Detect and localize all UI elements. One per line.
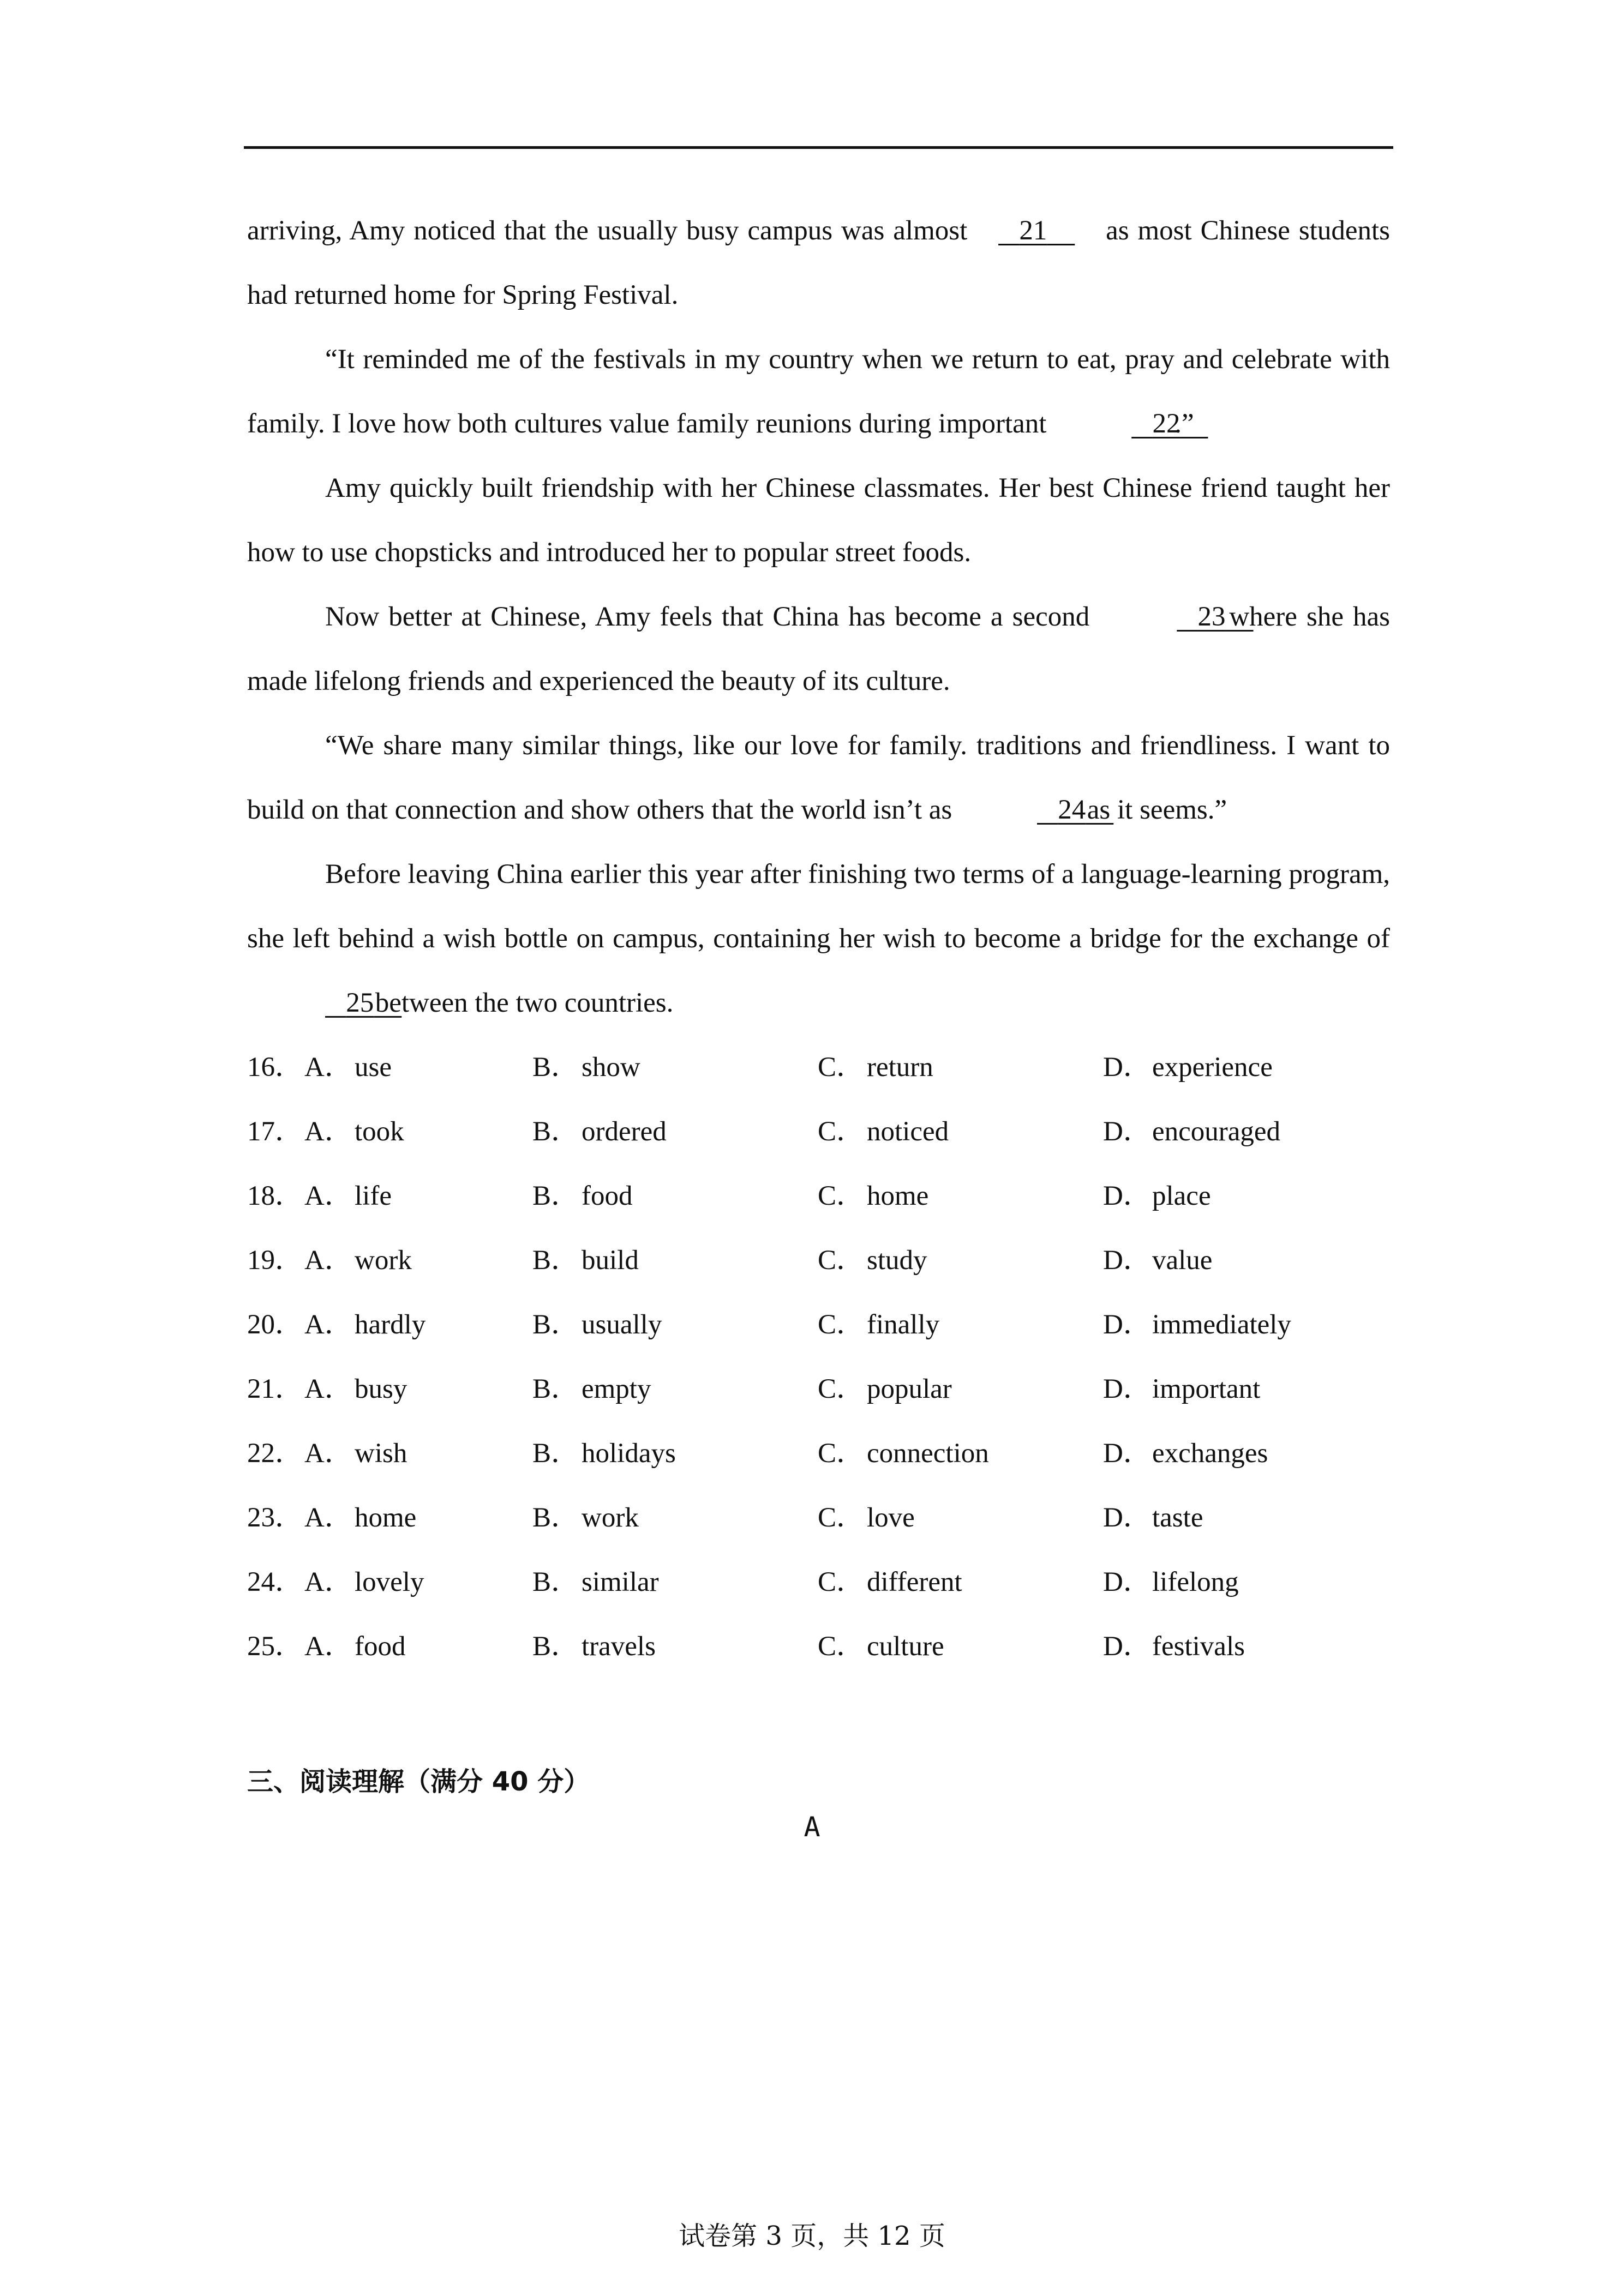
paragraph-4 [247,585,1390,713]
option-text: return [867,1052,933,1083]
paragraph-text: Before leaving China earlier this year after finishing two terms of a language-learning program, she left behind a wish bottle on campus, containing her wish to become a bridge for the exchange of [247,859,1390,954]
option-text: took [355,1116,404,1147]
option-letter: A． [304,1309,352,1340]
option-row [247,1228,1390,1293]
option-row [247,1164,1390,1228]
option-text: culture [867,1631,944,1662]
option-letter: C． [818,1245,865,1276]
option-d [1103,1164,1388,1228]
option-c [818,1293,1103,1357]
option-b [532,1357,818,1421]
paragraph-text: arriving, Amy noticed that the usually busy campus was almost [247,215,976,246]
option-letter: C． [818,1438,865,1469]
option-b [532,1421,818,1486]
option-text: popular [867,1374,952,1404]
option-row [247,1099,1390,1164]
option-row [247,1614,1390,1679]
option-text: ordered [582,1116,667,1147]
paragraph-text: .” [1174,408,1194,439]
paragraph-5 [247,713,1390,842]
option-text: experience [1152,1052,1273,1083]
option-text: place [1152,1181,1211,1211]
blank-22 [1053,392,1180,456]
passage-label: A [804,1811,820,1843]
paragraph-text: Amy quickly built friendship with her Chinese classmates. Her best Chinese friend taught her how to use chopsticks and introduced her to popular street foods. [247,473,1390,568]
option-d [1103,1293,1388,1357]
option-letter: D． [1103,1631,1151,1662]
option-letter: C． [818,1374,865,1404]
option-letter: D． [1103,1245,1151,1276]
option-a [247,1357,532,1421]
option-b [532,1164,818,1228]
option-row [247,1421,1390,1486]
option-d [1103,1035,1388,1099]
blank-23 [1099,585,1226,649]
option-row [247,1293,1390,1357]
section-title: 三、阅读理解（满分 40 分） [247,1766,590,1797]
option-text: use [355,1052,392,1083]
option-c [818,1164,1103,1228]
option-letter: C． [818,1567,865,1597]
blank-number: 22 [1152,408,1180,439]
blank-number: 24 [1058,795,1086,825]
option-letter: A． [304,1567,352,1597]
option-row [247,1550,1390,1614]
option-text: love [867,1502,915,1533]
option-d [1103,1550,1388,1614]
question-number: 23． [247,1502,303,1533]
paragraph-2 [247,327,1390,456]
option-c [818,1035,1103,1099]
option-letter: B． [532,1052,579,1083]
blank-21 [976,199,1097,263]
option-text: home [355,1502,417,1533]
option-text: study [867,1245,927,1276]
option-a [247,1228,532,1293]
option-letter: B． [532,1502,579,1533]
blank-number: 23 [1197,602,1226,632]
option-letter: C． [818,1631,865,1662]
option-text: different [867,1567,962,1597]
option-letter: D． [1103,1438,1151,1469]
blank-25 [247,971,374,1035]
option-letter: B． [532,1116,579,1147]
paragraph-text: as most Chinese students had returned home for Spring Festival. [247,215,1390,310]
option-text: travels [582,1631,656,1662]
option-letter: A． [304,1438,352,1469]
option-letter: C． [818,1181,865,1211]
question-number: 18． [247,1181,303,1211]
option-b [532,1228,818,1293]
option-d [1103,1357,1388,1421]
blank-24 [959,778,1086,842]
option-letter: C． [818,1502,865,1533]
paragraph-text: “We share many similar things, like our love for family. traditions and friendliness. I want to build on that connection and show others that the world isn’t as [247,730,1390,825]
option-text: immediately [1152,1309,1291,1340]
option-letter: B． [532,1374,579,1404]
header-rule [244,146,1393,149]
question-number: 19． [247,1245,303,1276]
option-text: life [355,1181,392,1211]
option-letter: A． [304,1181,352,1211]
option-row [247,1357,1390,1421]
option-text: hardly [355,1309,426,1340]
option-letter: A． [304,1502,352,1533]
blank-number: 25 [346,988,374,1018]
option-letter: D． [1103,1567,1151,1597]
question-number: 17． [247,1116,303,1147]
option-letter: A． [304,1052,352,1083]
option-b [532,1293,818,1357]
option-text: holidays [582,1438,676,1469]
option-b [532,1550,818,1614]
option-text: work [355,1245,412,1276]
option-row [247,1035,1390,1099]
option-c [818,1357,1103,1421]
option-b [532,1486,818,1550]
option-letter: D． [1103,1116,1151,1147]
option-a [247,1550,532,1614]
option-c [818,1550,1103,1614]
option-letter: A． [304,1374,352,1404]
option-b [532,1099,818,1164]
option-text: food [582,1181,633,1211]
option-letter: A． [304,1245,352,1276]
option-d [1103,1421,1388,1486]
option-letter: C． [818,1309,865,1340]
paragraph-text: “It reminded me of the festivals in my country when we return to eat, pray and celebrate with family. I love how both cultures value family reunions during important [247,344,1390,439]
option-letter: B． [532,1631,579,1662]
question-number: 20． [247,1309,303,1340]
option-text: show [582,1052,640,1083]
paragraph-6 [247,842,1390,1035]
paragraph-1 [247,199,1390,327]
answer-options [247,1035,1390,1679]
option-text: wish [355,1438,408,1469]
question-number: 25． [247,1631,303,1662]
option-letter: C． [818,1116,865,1147]
option-b [532,1614,818,1679]
paragraph-text: Now better at Chinese, Amy feels that China has become a second [325,602,1099,632]
option-c [818,1486,1103,1550]
option-text: usually [582,1309,662,1340]
option-a [247,1614,532,1679]
option-a [247,1164,532,1228]
paragraph-3 [247,456,1390,585]
paragraph-text: between the two countries. [368,988,674,1018]
option-text: finally [867,1309,940,1340]
option-d [1103,1228,1388,1293]
option-letter: D． [1103,1052,1151,1083]
option-text: similar [582,1567,659,1597]
question-number: 21． [247,1374,303,1404]
option-letter: A． [304,1116,352,1147]
option-c [818,1228,1103,1293]
option-letter: A． [304,1631,352,1662]
option-text: food [355,1631,406,1662]
option-text: noticed [867,1116,949,1147]
paragraph-text: as it seems.” [1080,795,1227,825]
option-letter: B． [532,1438,579,1469]
option-d [1103,1486,1388,1550]
option-row [247,1486,1390,1550]
option-text: important [1152,1374,1261,1404]
option-letter: C． [818,1052,865,1083]
option-text: festivals [1152,1631,1245,1662]
option-text: connection [867,1438,989,1469]
option-d [1103,1614,1388,1679]
option-text: encouraged [1152,1116,1281,1147]
option-text: taste [1152,1502,1203,1533]
blank-number: 21 [1019,215,1047,246]
option-a [247,1421,532,1486]
option-letter: D． [1103,1374,1151,1404]
option-a [247,1293,532,1357]
option-b [532,1035,818,1099]
option-letter: D． [1103,1309,1151,1340]
option-d [1103,1099,1388,1164]
option-c [818,1421,1103,1486]
question-number: 22． [247,1438,303,1469]
paragraph-text: where she has made lifelong friends and experienced the beauty of its culture. [247,602,1390,696]
option-text: work [582,1502,639,1533]
option-letter: D． [1103,1181,1151,1211]
option-text: exchanges [1152,1438,1268,1469]
page-footer: 试卷第 3 页，共 12 页 [679,2221,945,2251]
option-letter: B． [532,1181,579,1211]
question-number: 16． [247,1052,303,1083]
option-text: busy [355,1374,408,1404]
option-text: build [582,1245,639,1276]
option-text: value [1152,1245,1213,1276]
question-number: 24． [247,1567,303,1597]
option-text: lovely [355,1567,424,1597]
option-text: lifelong [1152,1567,1239,1597]
option-a [247,1099,532,1164]
option-text: home [867,1181,929,1211]
option-letter: B． [532,1309,579,1340]
option-text: empty [582,1374,651,1404]
option-c [818,1099,1103,1164]
cloze-passage [247,199,1390,1679]
option-letter: B． [532,1567,579,1597]
option-a [247,1035,532,1099]
option-c [818,1614,1103,1679]
option-a [247,1486,532,1550]
option-letter: B． [532,1245,579,1276]
option-letter: D． [1103,1502,1151,1533]
